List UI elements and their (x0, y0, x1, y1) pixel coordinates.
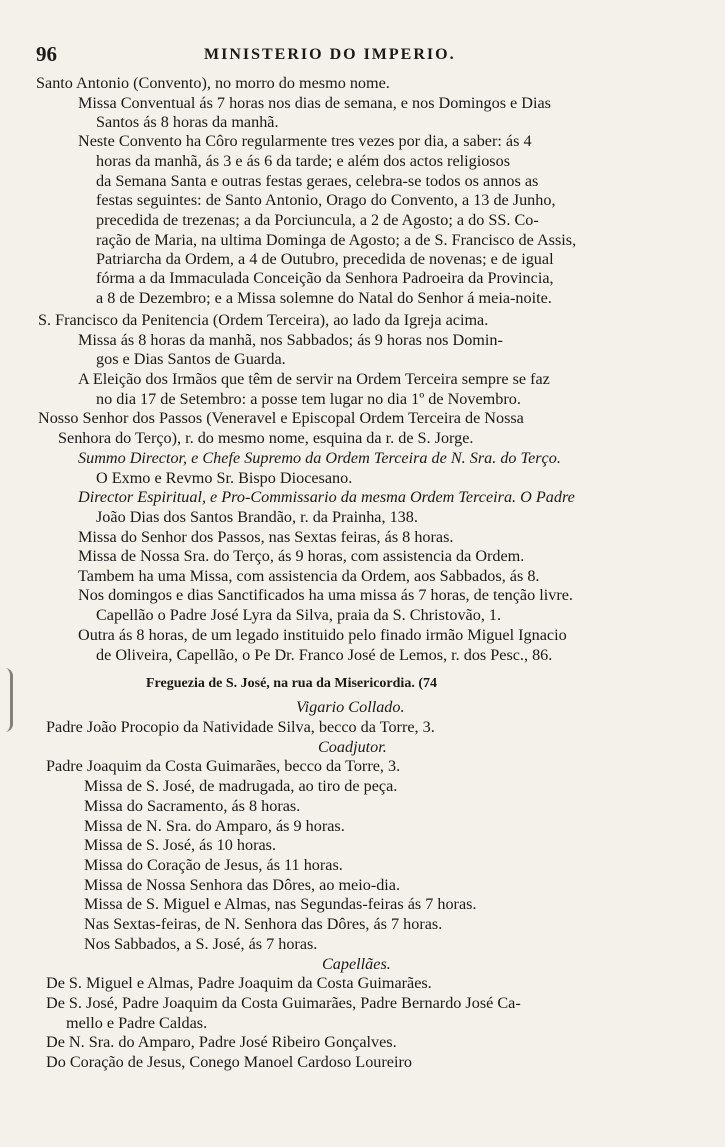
text-line: gos e Dias Santos de Guarda. (96, 350, 286, 368)
subheading: Vigario Collado. (296, 698, 405, 716)
text-line: mello e Padre Caldas. (66, 1014, 208, 1032)
text-line: De N. Sra. do Amparo, Padre José Ribeiro Gonçalves. (46, 1033, 397, 1051)
text-line: Capellão o Padre José Lyra da Silva, praia da S. Christovão, 1. (96, 606, 502, 624)
text-line: Missa do Sacramento, ás 8 horas. (84, 797, 301, 815)
text-line: Missa do Senhor dos Passos, nas Sextas feiras, ás 8 horas. (78, 528, 454, 546)
text-line: Missa do Coração de Jesus, ás 11 horas. (84, 856, 343, 874)
binding-mark (0, 668, 13, 732)
entry-heading: Nosso Senhor dos Passos (Veneravel e Episcopal Ordem Terceira de Nossa (38, 409, 524, 427)
entry-heading: S. Francisco da Penitencia (Ordem Terceira), ao lado da Igreja acima. (38, 311, 489, 329)
text-line: Santos ás 8 horas da manhã. (96, 113, 279, 131)
text-line: Senhora do Terço), r. do mesmo nome, esquina da r. de S. Jorge. (58, 429, 474, 447)
entry-heading: Santo Antonio (Convento), no morro do mesmo nome. (36, 74, 390, 92)
text-line: Nos domingos e dias Sanctificados ha uma missa ás 7 horas, de tenção livre. (78, 586, 573, 604)
text-line: Do Coração de Jesus, Conego Manoel Cardoso Loureiro (46, 1053, 412, 1071)
subheading: Coadjutor. (318, 738, 387, 756)
page-header (36, 42, 686, 68)
text-line: Nas Sextas-feiras, de N. Senhora das Dôres, ás 7 horas. (84, 915, 443, 933)
text-line: Nos Sabbados, a S. José, ás 7 horas. (84, 935, 318, 953)
text-line: Padre Joaquim da Costa Guimarães, becco da Torre, 3. (46, 757, 401, 775)
text-line: fórma a da Immaculada Conceição da Senhora Padroeira da Provincia, (96, 269, 554, 287)
text-line: no dia 17 de Setembro: a posse tem lugar no dia 1º de Novembro. (96, 390, 521, 408)
text-line: O Exmo e Revmo Sr. Bispo Diocesano. (96, 469, 353, 487)
page-number: 96 (36, 42, 57, 66)
running-title: MINISTERIO DO IMPERIO. (204, 46, 456, 63)
subheading: Capellães. (322, 955, 391, 973)
text-line: Neste Convento ha Côro regularmente tres vezes por dia, a saber: ás 4 (78, 132, 532, 150)
italic-line: Director Espiritual, e Pro-Commissario da mesma Ordem Terceira. O Padre (78, 488, 575, 506)
italic-line: Summo Director, e Chefe Supremo da Ordem Terceira de N. Sra. do Terço. (78, 449, 561, 467)
text-line: a 8 de Dezembro; e a Missa solemne do Natal do Senhor á meia-noite. (96, 289, 552, 307)
text-line: Missa de Nossa Sra. do Terço, ás 9 horas, com assistencia da Ordem. (78, 547, 525, 565)
text-line: Missa de N. Sra. do Amparo, ás 9 horas. (84, 817, 345, 835)
text-line: Missa ás 8 horas da manhã, nos Sabbados; ás 9 horas nos Domin- (78, 331, 503, 349)
text-line: Missa de S. José, ás 10 horas. (84, 836, 276, 854)
text-line: horas da manhã, ás 3 e ás 6 da tarde; e além dos actos religiosos (96, 152, 510, 170)
text-line: da Semana Santa e outras festas geraes, celebra-se todos os annos as (96, 172, 539, 190)
text-line: ração de Maria, na ultima Dominga de Agosto; a de S. Francisco de Assis, (96, 231, 577, 249)
text-line: Padre João Procopio da Natividade Silva, becco da Torre, 3. (46, 718, 435, 736)
text-line: Missa de Nossa Senhora das Dôres, ao meio-dia. (84, 876, 401, 894)
text-line: precedida de trezenas; a da Porciuncula, a 2 de Agosto; a do SS. Co- (96, 211, 539, 229)
text-line: Tambem ha uma Missa, com assistencia da Ordem, aos Sabbados, ás 8. (78, 567, 540, 585)
text-line: Missa de S. Miguel e Almas, nas Segundas-feiras ás 7 horas. (84, 895, 477, 913)
text-line: festas seguintes: de Santo Antonio, Orago do Convento, a 13 de Junho, (96, 191, 556, 209)
text-line: De S. Miguel e Almas, Padre Joaquim da Costa Guimarães. (46, 974, 432, 992)
text-line: Patriarcha da Ordem, a 4 de Outubro, precedida de novenas; e de igual (96, 250, 554, 268)
text-line: Missa de S. José, de madrugada, ao tiro de peça. (84, 777, 398, 795)
text-line: João Dias dos Santos Brandão, r. da Prainha, 138. (96, 508, 418, 526)
section-heading: Freguezia de S. José, na rua da Misericordia. (74 (146, 676, 437, 691)
text-line: A Eleição dos Irmãos que têm de servir na Ordem Terceira sempre se faz (78, 370, 550, 388)
text-line: de Oliveira, Capellão, o Pe Dr. Franco José de Lemos, r. dos Pesc., 86. (96, 646, 553, 664)
text-line: Outra ás 8 horas, de um legado instituido pelo finado irmão Miguel Ignacio (78, 626, 567, 644)
text-line: De S. José, Padre Joaquim da Costa Guimarães, Padre Bernardo José Ca- (46, 994, 521, 1012)
text-line: Missa Conventual ás 7 horas nos dias de semana, e nos Domingos e Dias (78, 94, 551, 112)
